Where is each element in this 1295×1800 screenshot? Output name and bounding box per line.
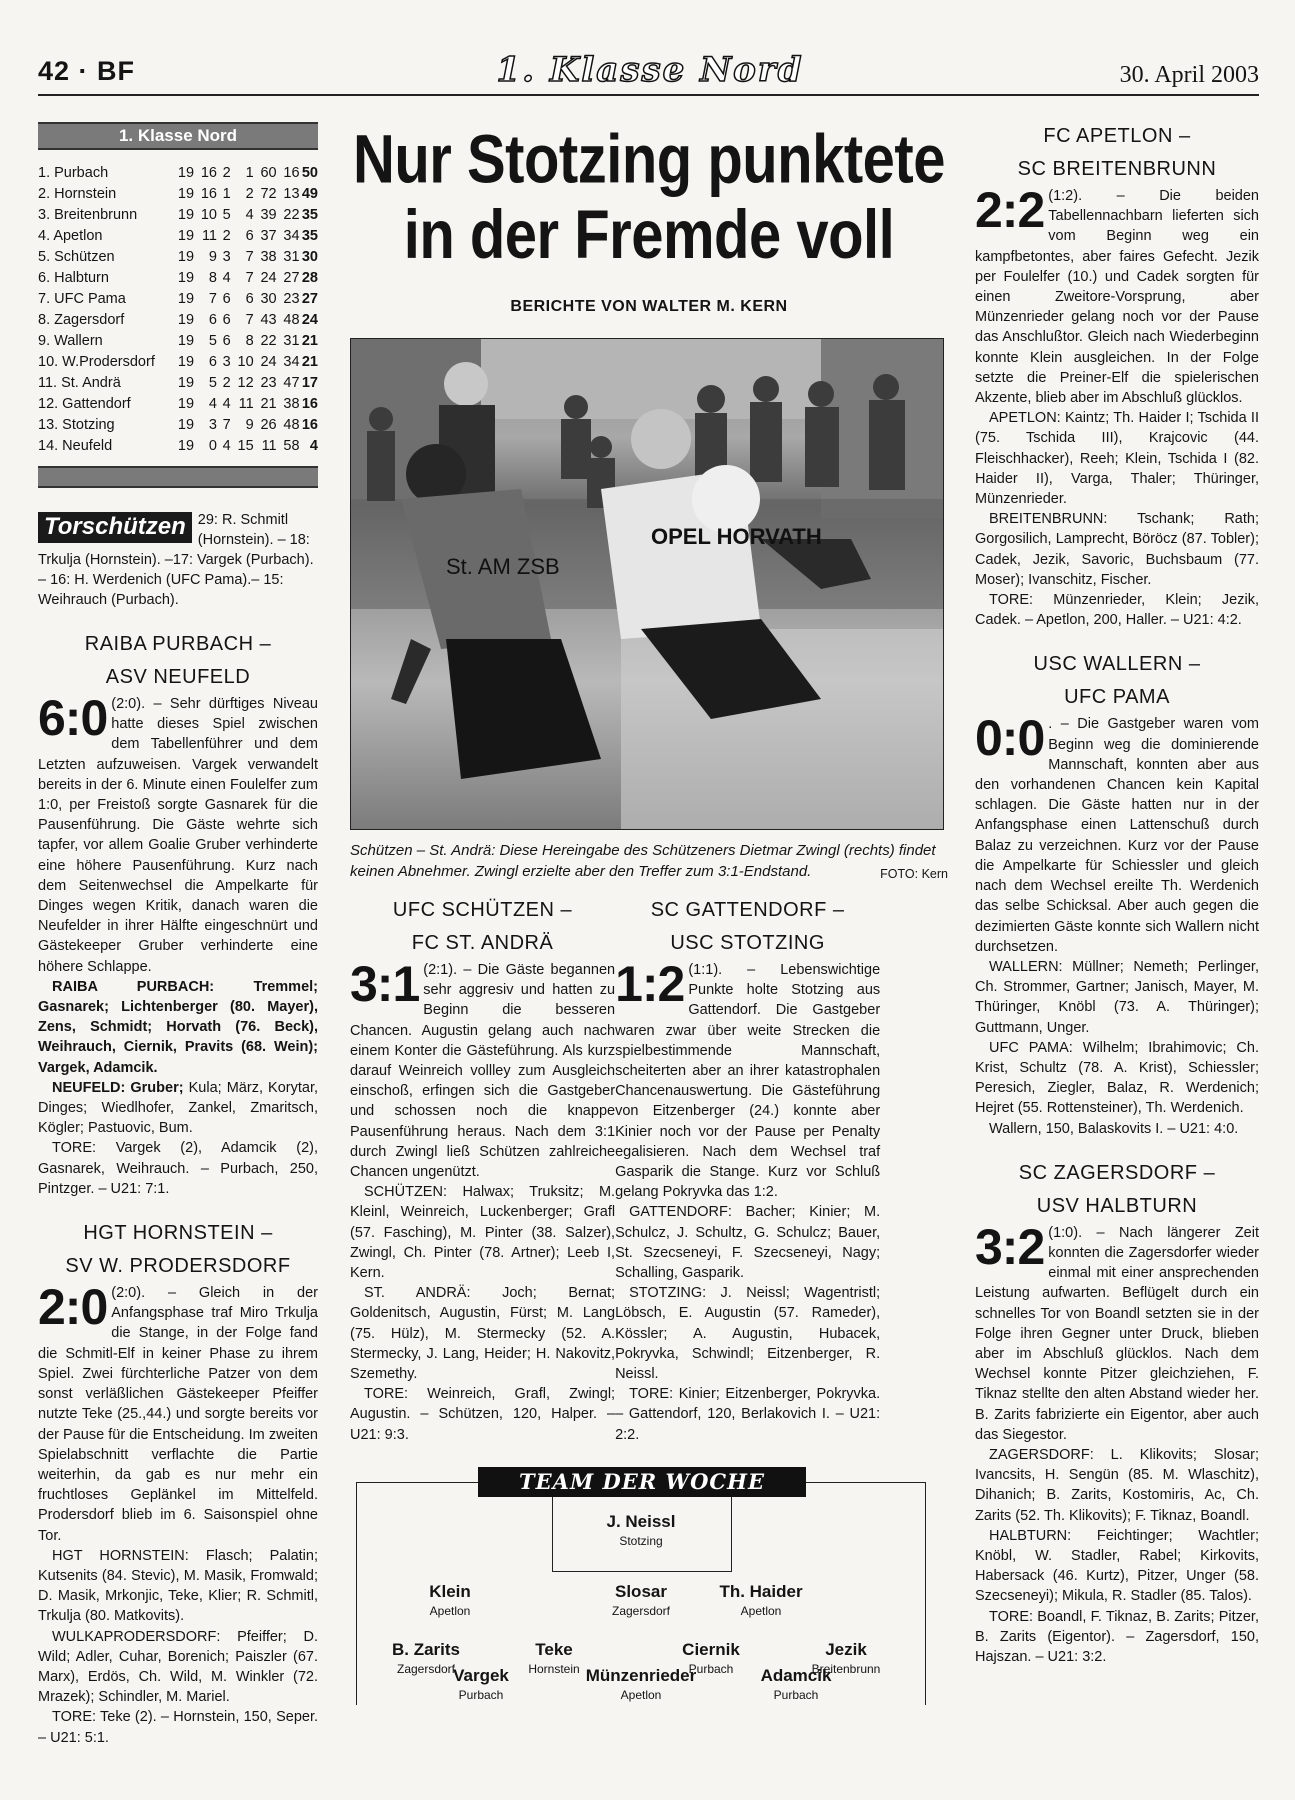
player-card: Klein Apetlon <box>429 1581 471 1618</box>
match-title <box>975 1157 1259 1223</box>
report-text: . – Die Gastgeber waren vom Beginn weg die dominierende Mannschaft, konnten aber aus den vorhandenen Chancen kein Kapital schlagen. Die Gäste hatten nur in der Anfangsphase einen Lattenschuß durch Balaz zu verzeichnen. Kurz vor der Pause die Ampelkarte für Schiessler und gleich nach dem Wechsel ereilte Th. Werdenich das selbe Schicksal. Aber auch gegen die dezimierten Gäste konnte sich Wallern nicht durchsetzen. <box>975 716 1259 955</box>
standings-cell-w: 8 <box>208 269 217 286</box>
standings-cell-gf: 24 <box>260 353 277 370</box>
standings-cell-team: 6. Halbturn <box>38 269 109 286</box>
standings-cell-pts: 49 <box>301 185 318 202</box>
match-title-line: FC APETLON – <box>1043 125 1191 147</box>
standings-cell-ga: 34 <box>283 227 300 244</box>
standings-footer-bar <box>38 466 318 488</box>
standings-cell-w: 7 <box>208 290 217 307</box>
standings-cell-pts: 50 <box>301 164 318 181</box>
standings-cell-d: 2 <box>222 227 231 244</box>
shirt-text-right: OPEL HORVATH <box>651 524 822 549</box>
standings-cell-ga: 31 <box>283 332 300 349</box>
standings-cell-g: 19 <box>177 185 195 202</box>
standings-cell-l: 10 <box>237 353 254 370</box>
report-text: (2:0). – Sehr dürftiges Niveau hatte dieses Spiel zwischen dem Tabellenführer und dem Letzten aufzuweisen. Vargek verwandelt bereits in der 6. Minute einen Foulelfer zum 1:0, per Freistoß sorgte Gasnarek für die Pausenführung. Die Gäste wehrte sich tapfer, vor allem Goalie Gruber verhinderte eine höhere Pausenführung. Kurz nach dem Seitenwechsel die Ampelkarte für Dinges wegen Kritik, danach waren die Neufelder in ihrer Hälfte eingeschnürt und Gästekeeper Gruber verhinderte eine höhere Schlappe. <box>38 696 318 975</box>
standings-cell-g: 19 <box>177 290 195 307</box>
match-report <box>38 690 319 1199</box>
player-card: Slosar Zagersdorf <box>611 1581 671 1618</box>
match-title <box>975 120 1259 186</box>
standings-cell-ga: 47 <box>283 374 300 391</box>
standings-cell-pts: 27 <box>301 290 318 307</box>
match-score: 3:2 <box>975 1218 1045 1275</box>
standings-cell-ga: 48 <box>283 416 300 433</box>
standings-cell-w: 10 <box>200 206 217 223</box>
match-title <box>615 894 880 960</box>
standings-cell-gf: 26 <box>260 416 277 433</box>
standings-cell-g: 19 <box>177 332 195 349</box>
lineup-away: NEUFELD: Gruber; Kula; März, Korytar, Dinges; Wiedlhofer, Zankel, Zmaritsch, Kögler; Pastuovic, Bum. <box>38 1079 319 1137</box>
scorers-text: 29: R. Schmitl (Hornstein). – 18: Trkulja (Hornstein). –17: Vargek (Purbach). – 16: H. Werdenich (UFC Pama).– 15: Weihrauch (Purbach). <box>38 512 314 608</box>
standings-row <box>38 372 318 393</box>
standings-cell-d: 4 <box>222 395 231 412</box>
match-title <box>38 628 318 694</box>
match-title-line: SV W. PRODERSDORF <box>65 1255 291 1278</box>
standings-row <box>38 183 318 204</box>
standings-cell-team: 2. Hornstein <box>38 185 117 202</box>
standings-cell-l: 7 <box>245 311 254 328</box>
standings-row <box>38 204 318 225</box>
standings-cell-d: 3 <box>222 248 231 265</box>
left-column <box>38 122 318 1748</box>
match-score: 2:0 <box>38 1279 108 1336</box>
standings-cell-g: 19 <box>177 374 195 391</box>
standings-cell-g: 19 <box>177 206 195 223</box>
standings-cell-l: 8 <box>245 332 254 349</box>
standings-cell-gf: 21 <box>260 395 277 412</box>
standings-row <box>38 393 318 414</box>
standings-row <box>38 330 318 351</box>
standings-cell-l: 12 <box>237 374 254 391</box>
standings-cell-l: 1 <box>245 164 254 181</box>
match-photo <box>350 338 944 830</box>
match-title <box>350 894 615 960</box>
player-card: Münzenrieder Apetlon <box>585 1665 697 1702</box>
standings-cell-pts: 16 <box>301 395 318 412</box>
standings-cell-w: 3 <box>208 416 217 433</box>
match-report <box>975 182 1259 630</box>
standings-cell-l: 7 <box>245 248 254 265</box>
report-text: (1:2). – Die beiden Tabellennachbarn lieferten sich vom Beginn weg ein kampfbetontes, aber faires Gefecht. Jezik per Foulelfer (10.) und Cadek sorgten für einen Zweitore-Vorsprung, aber Münzenrieder gelang noch vor der Pause das Anschlußtor. Gleich nach Wiederbeginn konnte Klein ausgleichen. In der Folge setzte die Preiner-Elf die spielerischen Akzente, blieb aber im Abschluß glücklos. <box>975 188 1259 407</box>
standings-cell-w: 16 <box>200 164 217 181</box>
standings-cell-gf: 60 <box>260 164 277 181</box>
lineup-away: WULKAPRODERSDORF: Pfeiffer; D. Wild; Adler, Cuhar, Borenich; Paiszler (67. Marx), Erdös, Ch. Wild, M. Winkler (72. Mrazek); Schindler, M. Mariel. <box>38 1628 318 1706</box>
standings-cell-gf: 22 <box>260 332 277 349</box>
section-title: 1. Klasse Nord <box>496 50 804 90</box>
standings-cell-gf: 23 <box>260 374 277 391</box>
match-title-line: SC BREITENBRUNN <box>1017 158 1217 180</box>
standings-row <box>38 435 318 456</box>
standings-row <box>38 309 318 330</box>
standings-cell-pts: 28 <box>301 269 318 286</box>
standings-cell-l: 6 <box>245 290 254 307</box>
standings-cell-d: 3 <box>222 353 231 370</box>
standings-cell-ga: 48 <box>283 311 300 328</box>
standings-cell-d: 7 <box>222 416 231 433</box>
standings-cell-team: 14. Neufeld <box>38 437 113 454</box>
standings-cell-gf: 37 <box>260 227 277 244</box>
match-score: 2:2 <box>975 182 1045 238</box>
standings-cell-pts: 30 <box>301 248 318 265</box>
top-scorers <box>38 510 318 610</box>
standings-cell-pts: 21 <box>301 353 318 370</box>
report-text: (2:1). – Die Gäste begannen sehr aggresiv und hatten zu Beginn die besseren Chancen. Augustin gelang auch nach einem Konter die Gästeführung. Als kurz darauf Weinreich vollley zum Ausgleich einschoß, erfingen sich die Gastgeber und schossen noch die knappe Pausenführung heraus. Nach dem 3:1 durch Zwingl ließ Schützen zahlreiche Chancen ungenützt. <box>350 962 616 1181</box>
standings-cell-w: 5 <box>208 332 217 349</box>
standings-cell-gf: 72 <box>260 185 277 202</box>
standings-cell-pts: 4 <box>309 437 318 454</box>
standings-cell-w: 9 <box>208 248 217 265</box>
match-title-line: SC GATTENDORF – <box>650 899 845 921</box>
player-card: Ciernik Purbach <box>682 1639 740 1676</box>
standings-cell-w: 4 <box>208 395 217 412</box>
lineup-away: STOTZING: J. Neissl; Wagentristl; Löbsch, E. Augustin (57. Rameder), Kössler; A. Augustin, Hubacek, Pokryvka, Schwindl; Eitzenberger, R. Neissl. <box>615 1285 881 1383</box>
match-title-line: RAIBA PURBACH – <box>84 633 272 655</box>
match-title-line: UFC SCHÜTZEN – <box>392 899 573 921</box>
match-title-line: FC ST. ANDRÄ <box>411 932 554 954</box>
match-title-line: USV HALBTURN <box>1036 1194 1198 1217</box>
match-title <box>975 648 1259 714</box>
lineup-home: RAIBA PURBACH: Tremmel; Gasnarek; Lichtenberger (80. Mayer), Zens, Schmidt; Horvath (76. Beck), Weihrauch, Ciernik, Pravits (68. Wein); Vargek, Adamcik. <box>38 978 318 1076</box>
standings-cell-g: 19 <box>177 353 195 370</box>
standings-cell-ga: 31 <box>283 248 300 265</box>
photo-illustration <box>351 339 943 829</box>
standings-title: 1. Klasse Nord <box>38 122 318 150</box>
standings-cell-team: 11. St. Andrä <box>38 374 121 391</box>
standings-cell-team: 9. Wallern <box>38 332 103 349</box>
standings-cell-d: 2 <box>222 374 231 391</box>
standings-cell-l: 4 <box>245 206 254 223</box>
standings-cell-gf: 43 <box>260 311 277 328</box>
standings-cell-pts: 16 <box>301 416 318 433</box>
headline-line: Nur Stotzing punktete <box>352 121 945 198</box>
player-card: Adamcik Purbach <box>760 1665 832 1702</box>
standings-cell-gf: 24 <box>260 269 277 286</box>
main-headline <box>350 122 948 273</box>
standings-cell-ga: 22 <box>283 206 300 223</box>
issue-date: 30. April 2003 <box>1119 62 1259 88</box>
lineup-away: ST. ANDRÄ: Joch; Bernat; Goldenitsch, Augustin, Fürst; M. Lang (75. Hülz), M. Stermecky (52. A. Stermecky, J. Lang, Heider; H. Nakovitz, Szemethy. <box>350 1285 616 1383</box>
standings-cell-w: 0 <box>208 437 217 454</box>
player-card: Jezik Breitenbrunn <box>811 1639 881 1676</box>
standings-cell-g: 19 <box>177 248 195 265</box>
lineup-away: UFC PAMA: Wilhelm; Ibrahimovic; Ch. Krist, Schultz (78. A. Krist), Schiessler; Peresich, Ziegler, Balaz, R. Werdenich; Hejret (55. Rottensteiner), Th. Werdenich. <box>975 1039 1259 1117</box>
goals-info: TORE: Münzenrieder, Klein; Jezik, Cadek. – Apetlon, 200, Haller. – U21: 4:2. <box>975 592 1259 629</box>
player-card: Teke Hornstein <box>528 1639 580 1676</box>
player-card: Th. Haider Apetlon <box>719 1581 803 1618</box>
standings-row <box>38 288 318 309</box>
lineup-home: ZAGERSDORF: L. Klikovits; Slosar; Ivancsits, H. Sengün (85. M. Wlaschitz), Dihanich; B. Zarits, Kostomiris, Ac, Ch. Zarits (52. Th. Klikovits); F. Tiknaz, Boandl. <box>975 1446 1259 1524</box>
standings-cell-g: 19 <box>177 164 195 181</box>
standings-cell-l: 15 <box>237 437 254 454</box>
match-title-line: SC ZAGERSDORF – <box>1018 1161 1216 1184</box>
standings-row <box>38 267 318 288</box>
player-card: B. Zarits Zagersdorf <box>391 1639 461 1676</box>
standings-cell-pts: 35 <box>301 206 318 223</box>
lineup-home: SCHÜTZEN: Halwax; Truksitz; M. Kleinl, Weinreich, Luckenberger; Grafl (57. Fasching), M. Pinter (38. Salzer), Zwingl, Ch. Pinter (78. Artner); Leeb I, Kern. <box>350 1184 616 1282</box>
standings-cell-d: 5 <box>222 206 231 223</box>
team-title: TEAM DER WOCHE <box>478 1467 806 1497</box>
match-title-line: USC STOTZING <box>670 932 825 954</box>
goals-info: TORE: Vargek (2), Adamcik (2), Gasnarek, Weihrauch. – Purbach, 250, Pintzger. – U21: 7:1. <box>38 1140 318 1197</box>
standings-cell-team: 13. Stotzing <box>38 416 115 433</box>
standings-cell-g: 19 <box>177 269 195 286</box>
caption-text: Schützen – St. Andrä: Diese Hereingabe des Schützeners Dietmar Zwingl (rechts) findet keinen Abnehmer. Zwingl erzielte aber den Treffer zum 3:1-Endstand. <box>350 842 936 880</box>
photo-credit: FOTO: Kern <box>880 867 948 881</box>
standings-cell-g: 19 <box>177 311 195 328</box>
standings-cell-gf: 39 <box>260 206 277 223</box>
match-title-line: USC WALLERN – <box>1033 653 1201 676</box>
standings-cell-d: 4 <box>222 269 231 286</box>
match-title <box>38 1217 318 1283</box>
standings-cell-w: 6 <box>208 311 217 328</box>
right-column <box>975 120 1259 1667</box>
standings-cell-gf: 11 <box>261 437 277 454</box>
standings-cell-gf: 38 <box>260 248 277 265</box>
standings-cell-w: 5 <box>208 374 217 391</box>
report-column-left <box>350 882 615 1445</box>
lineup-home: WALLERN: Müllner; Nemeth; Perlinger, Ch. Strommer, Gartner; Janisch, Mayer, M. Thüringer, Knöbl (73. A. Thüringer); Guttmann, Unger. <box>975 958 1259 1036</box>
match-report <box>350 956 616 1445</box>
byline: BERICHTE VON WALTER M. KERN <box>510 298 788 315</box>
standings-cell-ga: 27 <box>283 269 300 286</box>
scorers-label: Torschützen <box>38 512 192 543</box>
standings-table <box>38 162 318 456</box>
photo-caption <box>350 840 948 882</box>
standings-cell-team: 7. UFC Pama <box>38 290 126 307</box>
standings-cell-ga: 34 <box>283 353 300 370</box>
standings-row <box>38 162 318 183</box>
standings-cell-team: 8. Zagersdorf <box>38 311 125 328</box>
standings-cell-pts: 24 <box>301 311 318 328</box>
standings-cell-w: 11 <box>201 227 217 244</box>
standings-cell-g: 19 <box>177 416 195 433</box>
standings-cell-d: 6 <box>222 290 231 307</box>
standings-cell-l: 9 <box>245 416 254 433</box>
standings-cell-g: 19 <box>177 437 195 454</box>
match-title-line: UFC PAMA <box>1064 686 1170 709</box>
standings-cell-w: 16 <box>200 185 217 202</box>
goals-info: TORE: Teke (2). – Hornstein, 150, Seper. – U21: 5:1. <box>38 1709 318 1746</box>
match-title-line: HGT HORNSTEIN – <box>83 1222 273 1245</box>
match-score: 0:0 <box>975 710 1045 767</box>
lineup-away: HALBTURN: Feichtinger; Wachtler; Knöbl, W. Stadler, Rabel; Kirkovits, Habersack (46. Kurtz), Pitzer, Unger (58. Szecseneyi); Mikula, R. Stadler (85. Talos). <box>975 1527 1259 1605</box>
match-score: 1:2 <box>615 956 685 1012</box>
team-of-the-week <box>356 1467 926 1707</box>
standings-cell-ga: 13 <box>283 185 300 202</box>
standings-cell-d: 6 <box>222 332 231 349</box>
lineup-home: APETLON: Kaintz; Th. Haider I; Tschida II (75. Tschida III), Krajcovic (44. Fleischhacker), Reeh; Klein, Tschida I (82. Haider II), Varga, Thaler; Thüringer, Münzenrieder. <box>975 410 1259 508</box>
standings-cell-d: 4 <box>222 437 231 454</box>
match-report <box>615 956 881 1445</box>
header-rule <box>38 94 1259 96</box>
match-report <box>975 1218 1259 1667</box>
match-title-line: ASV NEUFELD <box>105 666 251 688</box>
standings-cell-l: 11 <box>238 395 254 412</box>
standings-cell-l: 6 <box>245 227 254 244</box>
lineup-away: BREITENBRUNN: Tschank; Rath; Gorgosilich, Lamprecht, Böröcz (87. Tobler); Cadek, Jezik, Savoric, Buchsbaum (77. Moser); Ivanschitz, Fischer. <box>975 511 1259 588</box>
middle-column <box>350 120 948 1707</box>
goals-info: TORE: Boandl, F. Tiknaz, B. Zarits; Pitzer, B. Zarits (Eigentor). – Zagersdorf, 150, Hajszan. – U21: 3:2. <box>975 1608 1259 1665</box>
lineup-home: HGT HORNSTEIN: Flasch; Palatin; Kutsenits (84. Stevic), M. Masik, Fromwald; D. Masik, Mrkonjic, Teke, Klier; R. Schmitl, Trkulja (80. Matkovits). <box>38 1547 318 1625</box>
standings-cell-pts: 21 <box>301 332 318 349</box>
match-report <box>38 1279 318 1748</box>
standings-cell-gf: 30 <box>260 290 277 307</box>
standings-cell-ga: 58 <box>283 437 300 454</box>
standings-cell-team: 12. Gattendorf <box>38 395 131 412</box>
goals-info: TORE: Kinier; Eitzenberger, Pokryvka. – Gattendorf, 120, Berlakovich I. – U21: 2:2. <box>615 1386 881 1443</box>
two-column-reports <box>350 882 880 1445</box>
shirt-text-left: St. AM ZSB <box>446 554 560 579</box>
player-card: J. Neissl Stotzing <box>606 1511 676 1548</box>
standings-cell-pts: 35 <box>301 227 318 244</box>
standings-row <box>38 351 318 372</box>
goals-info: TORE: Weinreich, Grafl, Zwingl; Augustin. – Schützen, 120, Halper. – U21: 9:3. <box>350 1386 616 1443</box>
standings-row <box>38 225 318 246</box>
standings-cell-team: 1. Purbach <box>38 164 109 181</box>
match-score: 6:0 <box>38 690 108 746</box>
goals-info: Wallern, 150, Balaskovits I. – U21: 4:0. <box>989 1120 1239 1137</box>
standings-cell-team: 10. W.Prodersdorf <box>38 353 155 370</box>
standings-cell-g: 19 <box>177 395 195 412</box>
standings-cell-w: 6 <box>208 353 217 370</box>
standings-cell-l: 7 <box>245 269 254 286</box>
standings-cell-team: 3. Breitenbrunn <box>38 206 138 223</box>
player-card: Vargek Purbach <box>453 1665 509 1702</box>
report-text: (2:0). – Gleich in der Anfangsphase traf Miro Trkulja die Stange, in der Folge fand die Schmitl-Elf in keiner Phase zu ihrem Spiel. Zwei fürchterliche Patzer von dem sonst verläßlichen Gästekeeper Pfeiffer nutzte Teke (25.,44.) und sorgte bereits vor der Pause für die Entscheidung. Im zweiten Spielabschnitt verflachte die Partie weiterhin, da gab es nur mehr ein fruchtloses Geplänkel im Mittelfeld. Prodersdorf blieb im 6. Saisonspiel ohne Tor. <box>38 1285 318 1544</box>
report-column-right <box>615 882 880 1445</box>
standings-cell-d: 1 <box>222 185 231 202</box>
standings-cell-team: 5. Schützen <box>38 248 115 265</box>
standings-cell-d: 6 <box>222 311 231 328</box>
page-number: 42 · BF <box>38 56 136 86</box>
report-text: (1:1). – Lebenswichtige Punkte holte Stotzing aus Gattendorf. Die Gastgeber waren zwar über weite Strecken die spielbestimmende Mannschaft, scheiterten aber an ihrer katastrophalen Chancenauswertung. Die Gästeführung von Eitzenberger (24.) konnte aber Kinier noch vor der Pause per Penalty egalisieren. Nach dem Wechsel traf Gasparik die Stange. Kurz vor Schluß gelang Pokryvka das 1:2. <box>615 962 881 1201</box>
standings-cell-l: 2 <box>245 185 254 202</box>
standings-cell-d: 2 <box>222 164 231 181</box>
report-text: (1:0). – Nach längerer Zeit konnten die Zagersdorfer wieder einmal mit einer ansprechenden Leistung aufwarten. Beflügelt durch ein schnelles Tor von Boandl setzten sie in der Folge ihren Gegner unter Druck, blieben aber im Abschluß glücklos. Nach dem Wechsel konnte Pitzer gleichziehen, F. Tiknaz stellte den alten Abstand wieder her. B. Zarits fabrizierte ein Eigentor, aber auch das Siegestor. <box>975 1224 1259 1443</box>
standings-cell-ga: 23 <box>283 290 300 307</box>
standings-cell-ga: 38 <box>283 395 300 412</box>
standings-cell-ga: 16 <box>283 164 300 181</box>
standings-cell-team: 4. Apetlon <box>38 227 103 244</box>
lineup-home: GATTENDORF: Bacher; Kinier; M. Schulcz, J. Schultz, G. Schulcz; Bauer, St. Szecseneyi, F. Szecseneyi, Nagy; Schalling, Gasparik. <box>615 1204 881 1282</box>
match-report <box>975 710 1259 1138</box>
headline-line: in der Fremde voll <box>403 196 895 274</box>
standings-cell-g: 19 <box>177 227 195 244</box>
match-score: 3:1 <box>350 956 420 1012</box>
standings-cell-pts: 17 <box>301 374 318 391</box>
standings-row <box>38 414 318 435</box>
standings-row <box>38 246 318 267</box>
